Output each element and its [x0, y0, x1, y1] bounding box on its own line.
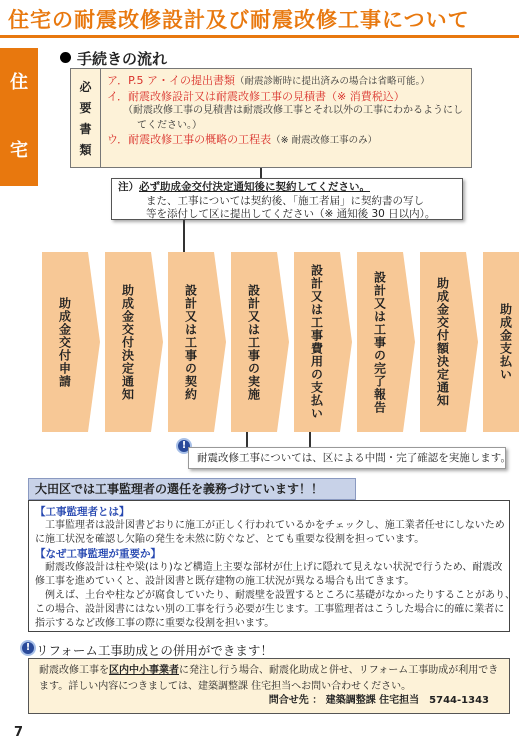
supervisor-subheading-2: 【なぜ工事監理が重要か】 — [35, 548, 161, 560]
required-documents-label — [71, 69, 101, 167]
document-item-b-note: てください。） — [137, 119, 202, 131]
note-line-2: また、工事については契約後、「施工者届」に契約書の写し — [146, 194, 425, 207]
note-emphasis: 必ず助成金交付決定通知後に契約してください。 — [139, 181, 370, 193]
title-underline — [0, 35, 519, 38]
label-char: 必 — [79, 80, 92, 94]
supervisor-paragraph: 工事監理者は設計図書どおりに施工が正しく行われているかをチェックし、施工業者任せにしないため — [45, 520, 505, 531]
reform-emphasis: 区内中小事業者 — [109, 665, 179, 676]
contract-note-box — [111, 178, 463, 220]
flow-step — [483, 252, 519, 432]
supervisor-paragraph: 耐震改修設計は柱や梁(はり)など構造上主要な部材が仕上げに隠れて見えない状況で行うため、耐震改 — [45, 562, 503, 573]
document-item-b: イ．耐震改修設計又は耐震改修工事の見積書（※ 消費税込） — [107, 89, 405, 103]
reform-heading: リフォーム工事助成との併用ができます！ — [36, 643, 273, 658]
supervisor-paragraph: 例えば、土台や柱などが腐食していたり、耐震壁を設置するところに基礎がなかったりすることがあり、 — [45, 590, 515, 601]
flow-step-label: 助成金支払い — [498, 303, 513, 381]
required-documents-list — [107, 74, 465, 149]
flow-step-label: 設計又は工事費用の支払い — [309, 264, 324, 420]
label-char: 類 — [79, 143, 92, 157]
flow-step — [42, 252, 100, 432]
side-tab-housing — [0, 48, 38, 186]
flow-step — [105, 252, 163, 432]
reform-line-1 — [39, 663, 499, 679]
document-item-a-note: （耐震診断時に提出済みの場合は省略可能。） — [235, 76, 430, 87]
connector-line — [309, 432, 311, 447]
flow-step — [294, 252, 352, 432]
supervisor-paragraph: 指示するなど改修工事の際に重要な役割を担います。 — [35, 618, 275, 629]
flow-step — [231, 252, 289, 432]
required-documents-box — [70, 68, 472, 168]
document-item-c-label: ウ．耐震改修工事の概略の工程表 — [107, 133, 272, 146]
flow-step-label: 設計又は工事の実施 — [246, 283, 261, 401]
connector-line — [183, 220, 185, 252]
flow-step-label: 助成金交付決定通知 — [120, 283, 135, 401]
note-prefix: 注） — [118, 181, 139, 193]
page-number: 7 — [14, 725, 24, 740]
supervisor-paragraph: に施工状況を確認し欠陥の発生を未然に防ぐなど、とても重要な役割を担っています。 — [35, 534, 425, 545]
flow-step-label: 設計又は工事の契約 — [183, 283, 198, 401]
inspection-note: 耐震改修工事については、区による中間・完了確認を実施します。 — [188, 447, 506, 469]
flow-step-label: 助成金交付申請 — [57, 296, 72, 388]
flow-step — [168, 252, 226, 432]
reform-text: 耐震改修工事を — [39, 665, 109, 676]
label-char: 書 — [79, 122, 92, 136]
supervisor-paragraph: この場合、設計図書にはない別の工事を行う必要が生じます。工事監理者はこうした場合に的確に業者に — [35, 604, 505, 615]
label-char: 要 — [79, 101, 92, 115]
flow-step-label: 設計又は工事の完了報告 — [372, 270, 387, 414]
document-item-c — [107, 133, 465, 149]
supervisor-box — [28, 500, 515, 632]
info-icon: ! — [176, 438, 192, 454]
flow-step — [357, 252, 415, 432]
note-line-3: 等を添付して区に提出してください（※ 通知後 30 日以内）。 — [146, 208, 436, 220]
bullet-icon — [60, 52, 71, 63]
connector-line — [246, 432, 248, 447]
connector-line — [260, 168, 262, 178]
supervisor-heading: 大田区では工事監理者の選任を義務づけています！！ — [28, 478, 356, 500]
note-line-1 — [118, 181, 456, 195]
document-item-a — [107, 74, 465, 90]
info-icon: ! — [20, 640, 36, 656]
section-heading-text: 手続きの流れ — [77, 50, 168, 68]
document-item-a-label: ア．P.5 ア・イの提出書類 — [107, 74, 236, 87]
side-tab-char: 宅 — [10, 140, 28, 161]
reform-line-2: ます。詳しい内容につきましては、建築調整課 住宅担当へお問い合わせください。 — [39, 681, 412, 692]
supervisor-subheading-1: 【工事監理者とは】 — [35, 506, 130, 518]
document-item-c-note: （※ 耐震改修工事のみ） — [271, 135, 378, 146]
section-heading — [60, 48, 167, 69]
reform-box — [28, 658, 510, 714]
document-item-b-note: （耐震改修工事の見積書は耐震改修工事とそれ以外の工事にわかるようにし — [123, 105, 463, 116]
flow-step-label: 助成金交付額決定通知 — [435, 277, 450, 407]
flow-step — [420, 252, 478, 432]
reform-text: に発注し行う場合、耐震化助成と併せ、リフォーム工事助成が利用でき — [179, 665, 499, 676]
supervisor-paragraph: 修工事を進めていくと、設計図書と既存建物の施工状況が異なる場合も出てきます。 — [35, 576, 415, 587]
side-tab-char: 住 — [10, 72, 28, 93]
contact-info: 問合せ先 ： 建築調整課 住宅担当 5744-1343 — [268, 695, 489, 706]
page-title: 住宅の耐震改修設計及び耐震改修工事について — [8, 8, 470, 32]
